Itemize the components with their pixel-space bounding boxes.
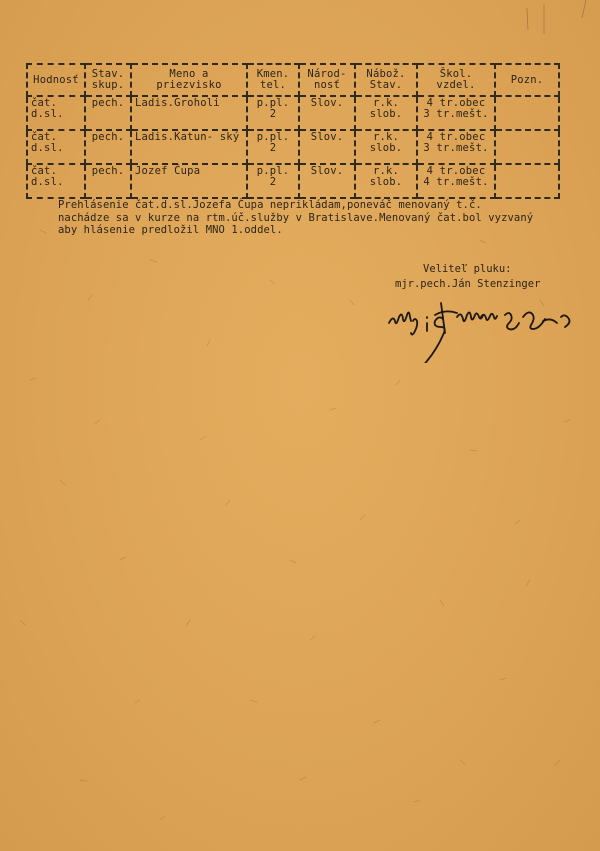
cell-notes — [495, 164, 559, 198]
cell-religion-status: r.k. slob. — [355, 164, 417, 198]
cell-name: Ladis.Groholi — [131, 96, 247, 130]
header-nationality: Národ- nosť — [299, 64, 355, 96]
table-row — [27, 130, 559, 164]
commander-name: mjr.pech.Ján Stenzinger — [395, 278, 541, 290]
cell-education: 4 tr.obec 3 tr.mešt. — [417, 130, 495, 164]
header-religion-status: Nábož. Stav. — [355, 64, 417, 96]
cell-name: Ladis.Katun- ský — [131, 130, 247, 164]
personnel-table — [26, 63, 560, 199]
cell-education: 4 tr.obec 3 tr.mešt. — [417, 96, 495, 130]
cell-unit: p.pl. 2 — [247, 96, 299, 130]
cell-religion-status: r.k. slob. — [355, 96, 417, 130]
cell-rank: čat. d.sl. — [27, 164, 85, 198]
note-line: aby hlásenie predložil MNO 1.oddel. — [58, 224, 283, 236]
cell-nationality: Slov. — [299, 96, 355, 130]
cell-name: Jozef Čupa — [131, 164, 247, 198]
header-status-group: Stav. skup. — [85, 64, 131, 96]
cell-rank: čat. d.sl. — [27, 96, 85, 130]
cell-status-group: pech. — [85, 130, 131, 164]
header-rank: Hodnosť — [27, 64, 85, 96]
header-name: Meno a priezvisko — [131, 64, 247, 96]
note-line: nachádze sa v kurze na rtm.úč.služby v Bratislave.Menovaný čat.bol vyzvaný — [58, 211, 534, 224]
header-notes: Pozn. — [495, 64, 559, 96]
cell-rank: čat. d.sl. — [27, 130, 85, 164]
cell-education: 4 tr.obec 4 tr.mešt. — [417, 164, 495, 198]
cell-nationality: Slov. — [299, 130, 355, 164]
header-unit: Kmen. tel. — [247, 64, 299, 96]
cell-status-group: pech. — [85, 164, 131, 198]
cell-unit: p.pl. 2 — [247, 130, 299, 164]
table-row — [27, 164, 559, 198]
handwritten-signature — [383, 293, 583, 363]
cell-nationality: Slov. — [299, 164, 355, 198]
header-education: Škol. vzdel. — [417, 64, 495, 96]
cell-notes — [495, 130, 559, 164]
cell-religion-status: r.k. slob. — [355, 130, 417, 164]
note-paragraph — [58, 199, 578, 237]
table-row — [27, 96, 559, 130]
signature-block — [395, 262, 575, 292]
commander-title: Veliteľ pluku: — [423, 263, 512, 275]
cell-unit: p.pl. 2 — [247, 164, 299, 198]
table-header-row — [27, 64, 559, 96]
note-line: Prehlásenie čat.d.sl.Jozefa Čupa neprikládam,poneváč menovaný t.č. — [58, 199, 482, 211]
cell-status-group: pech. — [85, 96, 131, 130]
cell-notes — [495, 96, 559, 130]
